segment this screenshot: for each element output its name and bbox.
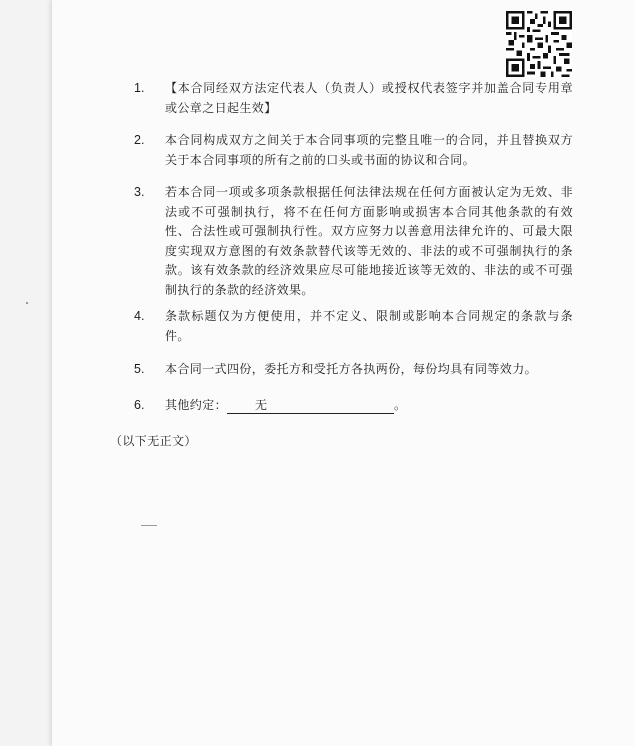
qr-code-graphic	[506, 11, 572, 77]
other-agreement-label: 其他约定：	[165, 398, 228, 412]
clause-number: 4.	[134, 309, 145, 323]
clause-6	[134, 396, 574, 416]
clause-text: 条款标题仅为方便使用，并不定义、限制或影响本合同规定的条款与条件。	[165, 309, 573, 343]
clause-1	[134, 79, 574, 118]
other-agreement-end: 。	[394, 398, 407, 412]
clause-text	[165, 396, 573, 416]
clause-text: 本合同构成双方之间关于本合同事项的完整且唯一的合同，并且替换双方关于本合同事项的所有之前的口头或书面的协议和合同。	[165, 133, 573, 167]
clause-number: 3.	[134, 185, 145, 199]
clause-3	[134, 183, 574, 300]
clause-4	[134, 307, 574, 346]
clause-5	[134, 360, 574, 380]
clause-text: 若本合同一项或多项条款根据任何法律法规在任何方面被认定为无效、非法或不可强制执行，将不在任何方面影响或损害本合同其他条款的有效性、合法性或可强制执行性。双方应努力以善意用法律允许的、可最大限度实现双方意图的有效条款替代该等无效的、非法的或不可强制执行的条款。该有效条款的经济效果应尽可能地接近该等无效的、非法的或不可强制执行的条款的经济效果。	[165, 185, 573, 297]
scan-mark	[141, 525, 157, 526]
qr-code	[506, 11, 572, 77]
other-agreement-blank	[227, 398, 394, 414]
clause-2	[134, 131, 574, 170]
end-of-text-note: （以下无正文）	[110, 434, 197, 448]
other-agreement-value: 无	[255, 398, 268, 412]
clause-number: 6.	[134, 398, 145, 412]
clause-number: 2.	[134, 133, 145, 147]
clause-text: 【本合同经双方法定代表人（负责人）或授权代表签字并加盖合同专用章或公章之日起生效】	[165, 81, 573, 115]
clause-number: 5.	[134, 362, 145, 376]
scan-dot	[26, 302, 28, 304]
clause-text: 本合同一式四份，委托方和受托方各执两份，每份均具有同等效力。	[165, 362, 538, 376]
clause-number: 1.	[134, 81, 145, 95]
